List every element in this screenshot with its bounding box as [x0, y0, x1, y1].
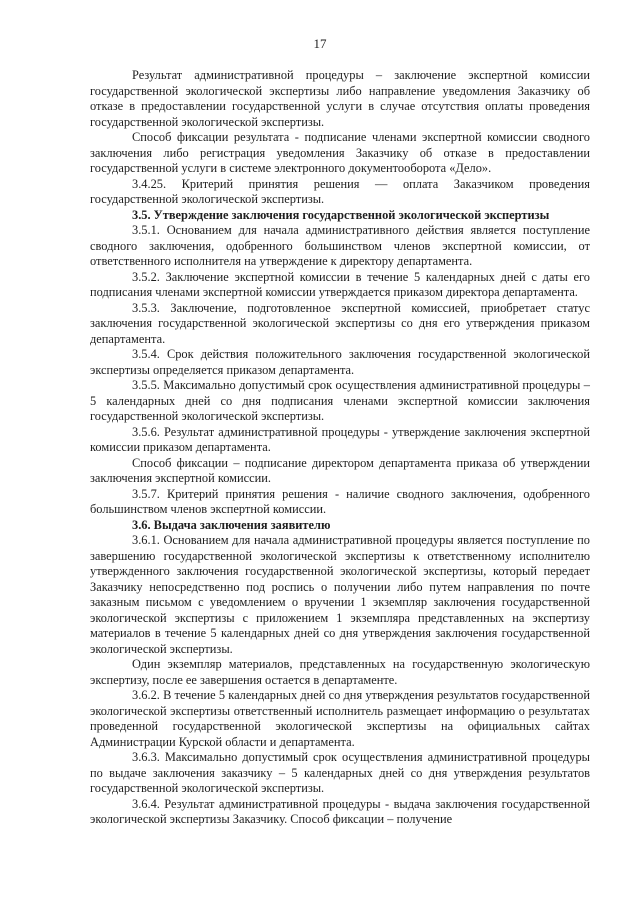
- paragraph: 3.5.7. Критерий принятия решения - наличие сводного заключения, одобренного большинством членов экспертной комиссии.: [90, 486, 590, 516]
- section-heading: 3.5. Утверждение заключения государственной экологической экспертизы: [132, 207, 550, 222]
- paragraph: 3.6.3. Максимально допустимый срок осуществления административной процедуры по выдаче заключения заказчику – 5 календарных дней со дня утверждения результатов государственной экологической экспертизы.: [90, 750, 590, 795]
- paragraph: 3.5.3. Заключение, подготовленное экспертной комиссией, приобретает статус заключения государственной экологической экспертизы со дня его утверждения приказом департамента.: [90, 300, 590, 346]
- paragraph: 3.5.5. Максимально допустимый срок осуществления административной процедуры – 5 календарных дней со дня подписания членами экспертной комиссии заключения государственной экологической экспертизы.: [90, 378, 590, 423]
- section-heading: 3.6. Выдача заключения заявителю: [132, 517, 331, 532]
- paragraph: Один экземпляр материалов, представленных на государственную экологическую экспертизу, после ее завершения остается в департаменте.: [90, 657, 590, 687]
- paragraph: Способ фиксации – подписание директором департамента приказа об утверждении заключения экспертной комиссии.: [90, 455, 590, 485]
- paragraph: 3.6.2. В течение 5 календарных дней со дня утверждения результатов государственной экологической экспертизы ответственный исполнитель размещает информацию о результатах проведенной государственной экологической экспертизы на официальных сайтах Администрации Курской области и департамента.: [90, 688, 590, 749]
- paragraph: 3.5.6. Результат административной процедуры - утверждение заключения экспертной комиссии приказом департамента.: [90, 424, 590, 454]
- paragraph: 3.4.25. Критерий принятия решения — оплата Заказчиком проведения государственной экологической экспертизы.: [90, 176, 590, 206]
- page-body: [90, 68, 590, 828]
- paragraph: 3.5.1. Основанием для начала административного действия является поступление сводного заключения, одобренного большинством членов экспертной комиссии, от ответственного исполнителя на утверждение к директору департамента.: [90, 223, 590, 268]
- paragraph: 3.6.1. Основанием для начала административной процедуры является поступление по завершению государственной экологической экспертизы к ответственному исполнителю утвержденного заключения государственной экологической экспертизы, который передает Заказчику непосредственно под роспись о получении либо путем направления по почте заказным письмом с уведомлением о вручении 1 экземпляр заключения государственной экологической экспертизы с приложением 1 экземпляра представленных на экспертизу материалов в течение 5 календарных дней со дня утверждения заключения государственной экологической экспертизы.: [90, 533, 590, 656]
- paragraph: Результат административной процедуры – заключение экспертной комиссии государственной экологической экспертизы либо направление уведомления Заказчику об отказе в предоставлении государственной услуги в случае отсутствия оплаты проведения государственной экологической экспертизы.: [90, 68, 590, 129]
- paragraph: 3.6.4. Результат административной процедуры - выдача заключения государственной экологической экспертизы Заказчику. Способ фиксации – получение: [90, 796, 590, 826]
- paragraph: 3.5.4. Срок действия положительного заключения государственной экологической экспертизы определяется приказом департамента.: [90, 347, 590, 377]
- page-number: 17: [313, 36, 327, 51]
- paragraph: Способ фиксации результата - подписание членами экспертной комиссии сводного заключения либо регистрация уведомления Заказчику об отказе в предоставлении государственной услуги в системе электронного документооборота «Дело».: [90, 130, 590, 175]
- paragraph: 3.5.2. Заключение экспертной комиссии в течение 5 календарных дней с даты его подписания членами экспертной комиссии утверждается приказом директора департамента.: [90, 269, 590, 299]
